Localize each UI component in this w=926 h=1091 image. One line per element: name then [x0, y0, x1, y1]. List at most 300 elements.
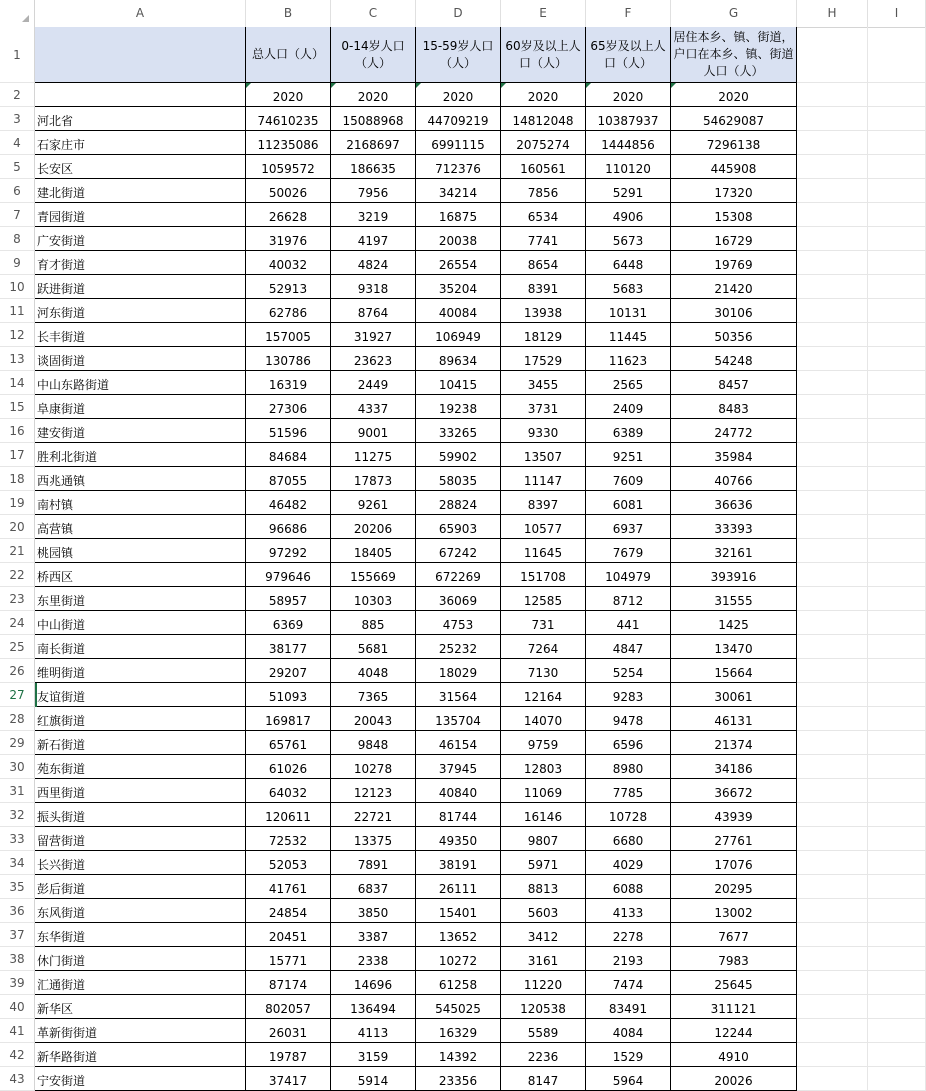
empty-cell-i[interactable] [868, 275, 926, 299]
value-cell-e[interactable]: 8397 [501, 491, 586, 515]
row-header-14[interactable]: 14 [0, 371, 35, 395]
value-cell-g[interactable]: 25645 [671, 971, 797, 995]
value-cell-b[interactable]: 62786 [246, 299, 331, 323]
value-cell-c[interactable]: 31927 [331, 323, 416, 347]
value-cell-g[interactable]: 17320 [671, 179, 797, 203]
value-cell-c[interactable]: 4197 [331, 227, 416, 251]
empty-cell-h[interactable] [797, 923, 868, 947]
value-cell-g[interactable]: 50356 [671, 323, 797, 347]
value-cell-d[interactable]: 31564 [416, 683, 501, 707]
value-cell-b[interactable]: 87055 [246, 467, 331, 491]
row-header-33[interactable]: 33 [0, 827, 35, 851]
value-cell-d[interactable]: 65903 [416, 515, 501, 539]
value-cell-g[interactable]: 36636 [671, 491, 797, 515]
value-cell-d[interactable]: 19238 [416, 395, 501, 419]
value-cell-g[interactable]: 21420 [671, 275, 797, 299]
value-cell-c[interactable]: 15088968 [331, 107, 416, 131]
value-cell-d[interactable]: 26111 [416, 875, 501, 899]
value-cell-e[interactable]: 7264 [501, 635, 586, 659]
region-name-cell[interactable]: 跃进街道 [35, 275, 246, 299]
cell-h2[interactable] [797, 83, 868, 107]
value-cell-c[interactable]: 23623 [331, 347, 416, 371]
value-cell-d[interactable]: 33265 [416, 419, 501, 443]
header-cell-c[interactable] [331, 27, 416, 83]
empty-cell-i[interactable] [868, 683, 926, 707]
value-cell-g[interactable]: 393916 [671, 563, 797, 587]
empty-cell-h[interactable] [797, 755, 868, 779]
value-cell-b[interactable]: 19787 [246, 1043, 331, 1067]
value-cell-d[interactable]: 58035 [416, 467, 501, 491]
empty-cell-i[interactable] [868, 371, 926, 395]
value-cell-e[interactable]: 5971 [501, 851, 586, 875]
value-cell-g[interactable]: 30106 [671, 299, 797, 323]
empty-cell-h[interactable] [797, 563, 868, 587]
value-cell-g[interactable]: 15664 [671, 659, 797, 683]
column-header-g[interactable]: G [671, 0, 797, 27]
region-name-cell[interactable]: 广安街道 [35, 227, 246, 251]
row-header-30[interactable]: 30 [0, 755, 35, 779]
value-cell-f[interactable]: 10387937 [586, 107, 671, 131]
empty-cell-i[interactable] [868, 443, 926, 467]
value-cell-d[interactable]: 712376 [416, 155, 501, 179]
value-cell-g[interactable]: 19769 [671, 251, 797, 275]
value-cell-d[interactable]: 6991115 [416, 131, 501, 155]
empty-cell-h[interactable] [797, 1067, 868, 1091]
value-cell-d[interactable]: 672269 [416, 563, 501, 587]
value-cell-e[interactable]: 8813 [501, 875, 586, 899]
value-cell-g[interactable]: 20026 [671, 1067, 797, 1091]
value-cell-b[interactable]: 16319 [246, 371, 331, 395]
value-cell-e[interactable]: 17529 [501, 347, 586, 371]
region-name-cell[interactable]: 河东街道 [35, 299, 246, 323]
value-cell-f[interactable]: 10728 [586, 803, 671, 827]
column-header-d[interactable]: D [416, 0, 501, 27]
value-cell-f[interactable]: 6937 [586, 515, 671, 539]
value-cell-c[interactable]: 18405 [331, 539, 416, 563]
value-cell-f[interactable]: 7785 [586, 779, 671, 803]
region-name-cell[interactable]: 南长街道 [35, 635, 246, 659]
value-cell-g[interactable]: 445908 [671, 155, 797, 179]
value-cell-g[interactable]: 32161 [671, 539, 797, 563]
region-name-cell[interactable]: 建北街道 [35, 179, 246, 203]
value-cell-c[interactable]: 10278 [331, 755, 416, 779]
value-cell-d[interactable]: 61258 [416, 971, 501, 995]
value-cell-b[interactable]: 74610235 [246, 107, 331, 131]
empty-cell-h[interactable] [797, 515, 868, 539]
value-cell-d[interactable]: 89634 [416, 347, 501, 371]
empty-cell-h[interactable] [797, 419, 868, 443]
value-cell-e[interactable]: 5603 [501, 899, 586, 923]
empty-cell-h[interactable] [797, 299, 868, 323]
column-header-e[interactable]: E [501, 0, 586, 27]
value-cell-d[interactable]: 20038 [416, 227, 501, 251]
region-name-cell[interactable]: 桃园镇 [35, 539, 246, 563]
value-cell-f[interactable]: 4906 [586, 203, 671, 227]
cell-a1[interactable] [35, 27, 246, 83]
row-header-1[interactable]: 1 [0, 27, 35, 83]
value-cell-d[interactable]: 16875 [416, 203, 501, 227]
value-cell-b[interactable]: 58957 [246, 587, 331, 611]
empty-cell-i[interactable] [868, 419, 926, 443]
value-cell-e[interactable]: 18129 [501, 323, 586, 347]
value-cell-c[interactable]: 9318 [331, 275, 416, 299]
year-cell-b[interactable]: 2020 [246, 83, 331, 107]
empty-cell-h[interactable] [797, 659, 868, 683]
region-name-cell[interactable]: 谈固街道 [35, 347, 246, 371]
row-header-5[interactable]: 5 [0, 155, 35, 179]
value-cell-b[interactable]: 130786 [246, 347, 331, 371]
empty-cell-i[interactable] [868, 707, 926, 731]
empty-cell-i[interactable] [868, 155, 926, 179]
value-cell-c[interactable]: 2168697 [331, 131, 416, 155]
value-cell-b[interactable]: 157005 [246, 323, 331, 347]
value-cell-f[interactable]: 2278 [586, 923, 671, 947]
region-name-cell[interactable]: 中山东路街道 [35, 371, 246, 395]
value-cell-c[interactable]: 12123 [331, 779, 416, 803]
value-cell-b[interactable]: 120611 [246, 803, 331, 827]
value-cell-e[interactable]: 3412 [501, 923, 586, 947]
value-cell-d[interactable]: 106949 [416, 323, 501, 347]
value-cell-f[interactable]: 6389 [586, 419, 671, 443]
value-cell-f[interactable]: 11623 [586, 347, 671, 371]
region-name-cell[interactable]: 振头街道 [35, 803, 246, 827]
value-cell-f[interactable]: 1529 [586, 1043, 671, 1067]
empty-cell-h[interactable] [797, 1043, 868, 1067]
value-cell-b[interactable]: 65761 [246, 731, 331, 755]
value-cell-f[interactable]: 83491 [586, 995, 671, 1019]
empty-cell-i[interactable] [868, 995, 926, 1019]
value-cell-g[interactable]: 1425 [671, 611, 797, 635]
value-cell-b[interactable]: 15771 [246, 947, 331, 971]
region-name-cell[interactable]: 汇通街道 [35, 971, 246, 995]
value-cell-d[interactable]: 37945 [416, 755, 501, 779]
value-cell-d[interactable]: 545025 [416, 995, 501, 1019]
empty-cell-h[interactable] [797, 107, 868, 131]
empty-cell-i[interactable] [868, 611, 926, 635]
value-cell-e[interactable]: 8147 [501, 1067, 586, 1091]
value-cell-g[interactable]: 36672 [671, 779, 797, 803]
value-cell-c[interactable]: 17873 [331, 467, 416, 491]
row-header-9[interactable]: 9 [0, 251, 35, 275]
value-cell-g[interactable]: 12244 [671, 1019, 797, 1043]
value-cell-f[interactable]: 5673 [586, 227, 671, 251]
value-cell-f[interactable]: 6081 [586, 491, 671, 515]
empty-cell-i[interactable] [868, 899, 926, 923]
region-name-cell[interactable]: 友谊街道 [35, 683, 246, 707]
empty-cell-i[interactable] [868, 1019, 926, 1043]
empty-cell-h[interactable] [797, 899, 868, 923]
value-cell-d[interactable]: 34214 [416, 179, 501, 203]
empty-cell-h[interactable] [797, 275, 868, 299]
column-header-i[interactable]: I [868, 0, 926, 27]
region-name-cell[interactable]: 新华区 [35, 995, 246, 1019]
value-cell-f[interactable]: 4133 [586, 899, 671, 923]
row-header-26[interactable]: 26 [0, 659, 35, 683]
value-cell-b[interactable]: 26628 [246, 203, 331, 227]
empty-cell-i[interactable] [868, 971, 926, 995]
region-name-cell[interactable]: 彭后街道 [35, 875, 246, 899]
value-cell-c[interactable]: 10303 [331, 587, 416, 611]
value-cell-e[interactable]: 8654 [501, 251, 586, 275]
row-header-40[interactable]: 40 [0, 995, 35, 1019]
empty-cell-i[interactable] [868, 635, 926, 659]
header-cell-e[interactable] [501, 27, 586, 83]
value-cell-c[interactable]: 22721 [331, 803, 416, 827]
region-name-cell[interactable]: 胜利北街道 [35, 443, 246, 467]
value-cell-c[interactable]: 4113 [331, 1019, 416, 1043]
empty-cell-i[interactable] [868, 1043, 926, 1067]
value-cell-e[interactable]: 160561 [501, 155, 586, 179]
value-cell-f[interactable]: 5683 [586, 275, 671, 299]
value-cell-e[interactable]: 14070 [501, 707, 586, 731]
value-cell-c[interactable]: 7365 [331, 683, 416, 707]
value-cell-d[interactable]: 13652 [416, 923, 501, 947]
empty-cell-h[interactable] [797, 851, 868, 875]
row-header-41[interactable]: 41 [0, 1019, 35, 1043]
value-cell-e[interactable]: 8391 [501, 275, 586, 299]
value-cell-g[interactable]: 16729 [671, 227, 797, 251]
empty-cell-i[interactable] [868, 347, 926, 371]
value-cell-b[interactable]: 27306 [246, 395, 331, 419]
value-cell-c[interactable]: 4824 [331, 251, 416, 275]
row-header-37[interactable]: 37 [0, 923, 35, 947]
value-cell-b[interactable]: 51093 [246, 683, 331, 707]
value-cell-g[interactable]: 31555 [671, 587, 797, 611]
empty-cell-h[interactable] [797, 875, 868, 899]
region-name-cell[interactable]: 育才街道 [35, 251, 246, 275]
value-cell-f[interactable]: 5291 [586, 179, 671, 203]
row-header-39[interactable]: 39 [0, 971, 35, 995]
year-cell-c[interactable]: 2020 [331, 83, 416, 107]
row-header-15[interactable]: 15 [0, 395, 35, 419]
value-cell-g[interactable]: 13470 [671, 635, 797, 659]
row-header-3[interactable]: 3 [0, 107, 35, 131]
value-cell-f[interactable]: 5254 [586, 659, 671, 683]
value-cell-c[interactable]: 6837 [331, 875, 416, 899]
value-cell-f[interactable]: 9478 [586, 707, 671, 731]
value-cell-e[interactable]: 731 [501, 611, 586, 635]
row-header-8[interactable]: 8 [0, 227, 35, 251]
column-header-c[interactable]: C [331, 0, 416, 27]
region-name-cell[interactable]: 维明街道 [35, 659, 246, 683]
value-cell-f[interactable]: 7609 [586, 467, 671, 491]
value-cell-c[interactable]: 4048 [331, 659, 416, 683]
region-name-cell[interactable]: 高营镇 [35, 515, 246, 539]
row-header-12[interactable]: 12 [0, 323, 35, 347]
value-cell-b[interactable]: 87174 [246, 971, 331, 995]
empty-cell-h[interactable] [797, 179, 868, 203]
value-cell-e[interactable]: 5589 [501, 1019, 586, 1043]
value-cell-b[interactable]: 802057 [246, 995, 331, 1019]
empty-cell-h[interactable] [797, 707, 868, 731]
value-cell-g[interactable]: 20295 [671, 875, 797, 899]
row-header-16[interactable]: 16 [0, 419, 35, 443]
cell-h1[interactable] [797, 27, 868, 83]
empty-cell-h[interactable] [797, 803, 868, 827]
value-cell-e[interactable]: 7741 [501, 227, 586, 251]
region-name-cell[interactable]: 西里街道 [35, 779, 246, 803]
empty-cell-i[interactable] [868, 875, 926, 899]
region-name-cell[interactable]: 革新街街道 [35, 1019, 246, 1043]
row-header-42[interactable]: 42 [0, 1043, 35, 1067]
row-header-13[interactable]: 13 [0, 347, 35, 371]
empty-cell-i[interactable] [868, 1067, 926, 1091]
value-cell-b[interactable]: 31976 [246, 227, 331, 251]
value-cell-g[interactable]: 15308 [671, 203, 797, 227]
value-cell-g[interactable]: 8457 [671, 371, 797, 395]
value-cell-b[interactable]: 26031 [246, 1019, 331, 1043]
value-cell-g[interactable]: 43939 [671, 803, 797, 827]
region-name-cell[interactable]: 长安区 [35, 155, 246, 179]
row-header-10[interactable]: 10 [0, 275, 35, 299]
row-header-32[interactable]: 32 [0, 803, 35, 827]
empty-cell-h[interactable] [797, 779, 868, 803]
value-cell-d[interactable]: 40084 [416, 299, 501, 323]
region-name-cell[interactable]: 新石街道 [35, 731, 246, 755]
value-cell-g[interactable]: 7677 [671, 923, 797, 947]
empty-cell-h[interactable] [797, 227, 868, 251]
header-cell-g[interactable] [671, 27, 797, 83]
empty-cell-i[interactable] [868, 563, 926, 587]
value-cell-c[interactable]: 7956 [331, 179, 416, 203]
year-cell-d[interactable]: 2020 [416, 83, 501, 107]
value-cell-c[interactable]: 9261 [331, 491, 416, 515]
row-header-35[interactable]: 35 [0, 875, 35, 899]
value-cell-c[interactable]: 4337 [331, 395, 416, 419]
empty-cell-h[interactable] [797, 251, 868, 275]
value-cell-d[interactable]: 135704 [416, 707, 501, 731]
row-header-43[interactable]: 43 [0, 1067, 35, 1091]
region-name-cell[interactable]: 河北省 [35, 107, 246, 131]
row-header-6[interactable]: 6 [0, 179, 35, 203]
value-cell-e[interactable]: 11147 [501, 467, 586, 491]
value-cell-e[interactable]: 11069 [501, 779, 586, 803]
value-cell-b[interactable]: 979646 [246, 563, 331, 587]
value-cell-g[interactable]: 54248 [671, 347, 797, 371]
empty-cell-i[interactable] [868, 539, 926, 563]
row-header-17[interactable]: 17 [0, 443, 35, 467]
value-cell-c[interactable]: 3159 [331, 1043, 416, 1067]
region-name-cell[interactable]: 阜康街道 [35, 395, 246, 419]
value-cell-e[interactable]: 13938 [501, 299, 586, 323]
region-name-cell[interactable]: 苑东街道 [35, 755, 246, 779]
region-name-cell[interactable]: 长丰街道 [35, 323, 246, 347]
region-name-cell[interactable]: 红旗街道 [35, 707, 246, 731]
value-cell-c[interactable]: 20043 [331, 707, 416, 731]
region-name-cell[interactable]: 留营街道 [35, 827, 246, 851]
value-cell-f[interactable]: 110120 [586, 155, 671, 179]
cell-a2[interactable] [35, 83, 246, 107]
value-cell-c[interactable]: 9001 [331, 419, 416, 443]
empty-cell-i[interactable] [868, 947, 926, 971]
header-cell-d[interactable] [416, 27, 501, 83]
value-cell-e[interactable]: 14812048 [501, 107, 586, 131]
value-cell-d[interactable]: 16329 [416, 1019, 501, 1043]
empty-cell-i[interactable] [868, 827, 926, 851]
empty-cell-h[interactable] [797, 1019, 868, 1043]
value-cell-d[interactable]: 38191 [416, 851, 501, 875]
value-cell-f[interactable]: 2193 [586, 947, 671, 971]
value-cell-b[interactable]: 97292 [246, 539, 331, 563]
value-cell-e[interactable]: 151708 [501, 563, 586, 587]
value-cell-b[interactable]: 84684 [246, 443, 331, 467]
empty-cell-i[interactable] [868, 131, 926, 155]
value-cell-d[interactable]: 49350 [416, 827, 501, 851]
column-header-a[interactable]: A [35, 0, 246, 27]
value-cell-e[interactable]: 7130 [501, 659, 586, 683]
row-header-28[interactable]: 28 [0, 707, 35, 731]
empty-cell-i[interactable] [868, 179, 926, 203]
value-cell-f[interactable]: 104979 [586, 563, 671, 587]
empty-cell-i[interactable] [868, 731, 926, 755]
value-cell-f[interactable]: 8980 [586, 755, 671, 779]
value-cell-g[interactable]: 8483 [671, 395, 797, 419]
empty-cell-i[interactable] [868, 227, 926, 251]
value-cell-e[interactable]: 12803 [501, 755, 586, 779]
value-cell-f[interactable]: 7474 [586, 971, 671, 995]
region-name-cell[interactable]: 休门街道 [35, 947, 246, 971]
row-header-18[interactable]: 18 [0, 467, 35, 491]
empty-cell-i[interactable] [868, 755, 926, 779]
empty-cell-i[interactable] [868, 515, 926, 539]
value-cell-f[interactable]: 10131 [586, 299, 671, 323]
row-header-23[interactable]: 23 [0, 587, 35, 611]
value-cell-b[interactable]: 37417 [246, 1067, 331, 1091]
region-name-cell[interactable]: 新华路街道 [35, 1043, 246, 1067]
region-name-cell[interactable]: 东风街道 [35, 899, 246, 923]
value-cell-f[interactable]: 9283 [586, 683, 671, 707]
value-cell-g[interactable]: 21374 [671, 731, 797, 755]
value-cell-g[interactable]: 7296138 [671, 131, 797, 155]
row-header-19[interactable]: 19 [0, 491, 35, 515]
value-cell-f[interactable]: 2409 [586, 395, 671, 419]
empty-cell-h[interactable] [797, 971, 868, 995]
value-cell-e[interactable]: 3161 [501, 947, 586, 971]
empty-cell-h[interactable] [797, 683, 868, 707]
value-cell-b[interactable]: 46482 [246, 491, 331, 515]
value-cell-b[interactable]: 1059572 [246, 155, 331, 179]
region-name-cell[interactable]: 宁安街道 [35, 1067, 246, 1091]
row-header-38[interactable]: 38 [0, 947, 35, 971]
value-cell-c[interactable]: 155669 [331, 563, 416, 587]
value-cell-c[interactable]: 2449 [331, 371, 416, 395]
value-cell-g[interactable]: 7983 [671, 947, 797, 971]
value-cell-b[interactable]: 6369 [246, 611, 331, 635]
value-cell-g[interactable]: 17076 [671, 851, 797, 875]
empty-cell-h[interactable] [797, 347, 868, 371]
empty-cell-i[interactable] [868, 467, 926, 491]
value-cell-g[interactable]: 35984 [671, 443, 797, 467]
value-cell-d[interactable]: 81744 [416, 803, 501, 827]
value-cell-g[interactable]: 4910 [671, 1043, 797, 1067]
empty-cell-h[interactable] [797, 947, 868, 971]
empty-cell-h[interactable] [797, 131, 868, 155]
value-cell-b[interactable]: 52913 [246, 275, 331, 299]
empty-cell-h[interactable] [797, 443, 868, 467]
empty-cell-h[interactable] [797, 995, 868, 1019]
row-header-20[interactable]: 20 [0, 515, 35, 539]
empty-cell-h[interactable] [797, 323, 868, 347]
value-cell-g[interactable]: 33393 [671, 515, 797, 539]
empty-cell-i[interactable] [868, 803, 926, 827]
region-name-cell[interactable]: 南村镇 [35, 491, 246, 515]
value-cell-e[interactable]: 11645 [501, 539, 586, 563]
value-cell-d[interactable]: 14392 [416, 1043, 501, 1067]
empty-cell-h[interactable] [797, 371, 868, 395]
value-cell-e[interactable]: 120538 [501, 995, 586, 1019]
value-cell-f[interactable]: 6596 [586, 731, 671, 755]
empty-cell-i[interactable] [868, 587, 926, 611]
